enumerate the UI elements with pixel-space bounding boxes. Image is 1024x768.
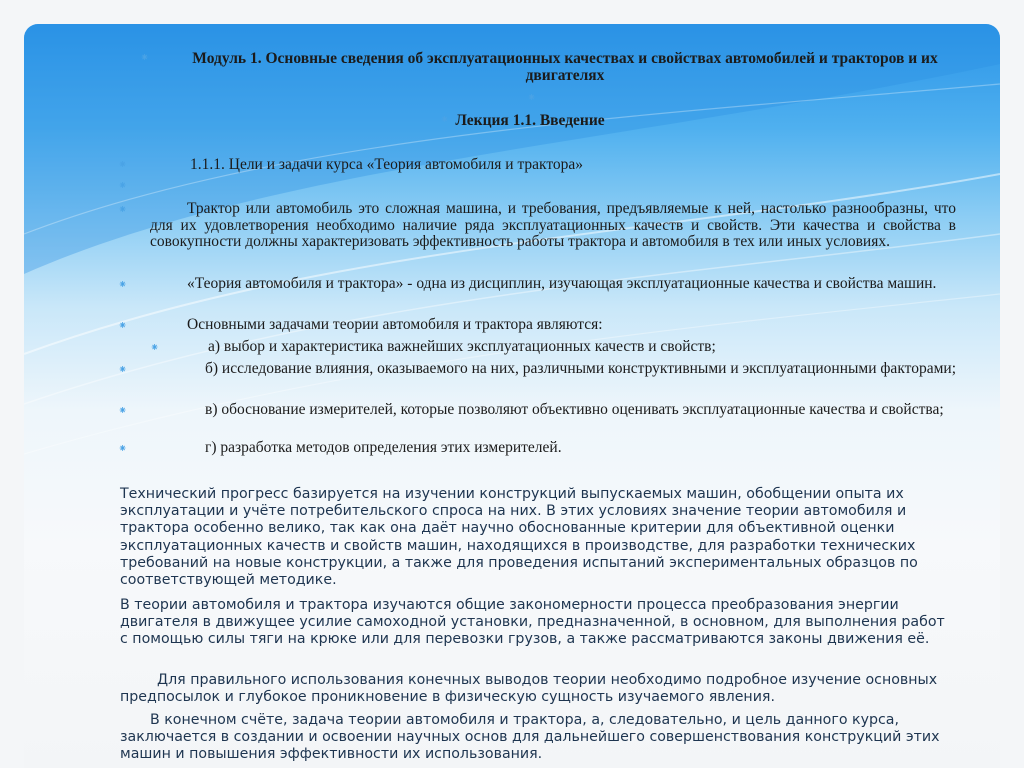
- bullet-icon: ⁕: [118, 180, 128, 192]
- bullet-icon: ⁕: [118, 279, 128, 291]
- bullet-icon: ⁕: [150, 342, 160, 354]
- section-title: 1.1.1. Цели и задачи курса «Теория автомобиля и трактора»: [190, 156, 584, 173]
- body-text-1: Технический прогресс базируется на изучении конструкций выпускаемых машин, обобщении опыта их эксплуатации и учёте потребительского спроса на них. В этих условиях значение теории автомобиля и трактора особенно велико, так как она даёт научно обоснованные критерии для объективной оценки эксплуатационных качеств и свойств машин, находящихся в производстве, для разработки технических требований на новые конструкции, а также для проведения испытаний экспериментальных образцов по соответствующей методике.: [120, 486, 918, 589]
- bullet-icon: ⁕: [118, 364, 128, 376]
- bullet-icon: ⁕: [118, 405, 128, 417]
- paragraph-2: «Теория автомобиля и трактора» - одна из дисциплин, изучающая эксплуатационные качества и свойства машин.: [187, 275, 937, 292]
- bullet-icon: ⁕: [118, 204, 128, 216]
- bullet-icon: ⁕: [140, 52, 150, 64]
- bullet-icon: ⁕: [527, 92, 537, 104]
- bullet-icon: ⁕: [440, 114, 450, 126]
- paragraph-5: б) исследование влияния, оказываемого на них, различными конструктивными и эксплуатационными факторами;: [205, 360, 957, 377]
- paragraph-6: в) обоснование измерителей, которые позволяют объективно оценивать эксплуатационные качества и свойства;: [205, 401, 944, 418]
- module-title: Модуль 1. Основные сведения об эксплуатационных качествах и свойствах автомобилей и тракторов и их двигателях: [192, 50, 938, 84]
- body-text-3: Для правильного использования конечных выводов теории необходимо подробное изучение основных предпосылок и глубокое проникновение в физическую сущность изучаемого явления.: [120, 672, 938, 706]
- paragraph-1: Трактор или автомобиль это сложная машина, и требования, предъявляемые к ней, настолько разнообразны, что для их удовлетворения необходимо наличие ряда эксплуатационных качеств и свойств. Эти качества и свойства в совокупности должны характеризовать эффективность работы трактора и автомобиля в тех или иных условиях.: [150, 200, 956, 250]
- body-text-2: В теории автомобиля и трактора изучаются общие закономерности процесса преобразования энергии двигателя в движущее усилие самоходной установки, предназначенной, в основном, для выполнения работ с помощью силы тяги на крюке или для перевозки грузов, а также рассматриваются законы движения её.: [120, 597, 945, 648]
- bullet-icon: ⁕: [118, 443, 128, 455]
- bullet-icon: ⁕: [118, 320, 128, 332]
- paragraph-7: г) разработка методов определения этих измерителей.: [205, 439, 562, 456]
- body-text-4: В конечном счёте, задача теории автомобиля и трактора, а, следовательно, и цель данного курса, заключается в создании и освоении научных основ для дальнейшего совершенствования конструкций этих машин и повышения эффективности их использования.: [120, 712, 940, 763]
- paragraph-4: а) выбор и характеристика важнейших эксплуатационных качеств и свойств;: [208, 338, 716, 355]
- bullet-icon: ⁕: [118, 159, 128, 171]
- lecture-title: Лекция 1.1. Введение: [455, 112, 605, 129]
- paragraph-3: Основными задачами теории автомобиля и трактора являются:: [187, 316, 603, 333]
